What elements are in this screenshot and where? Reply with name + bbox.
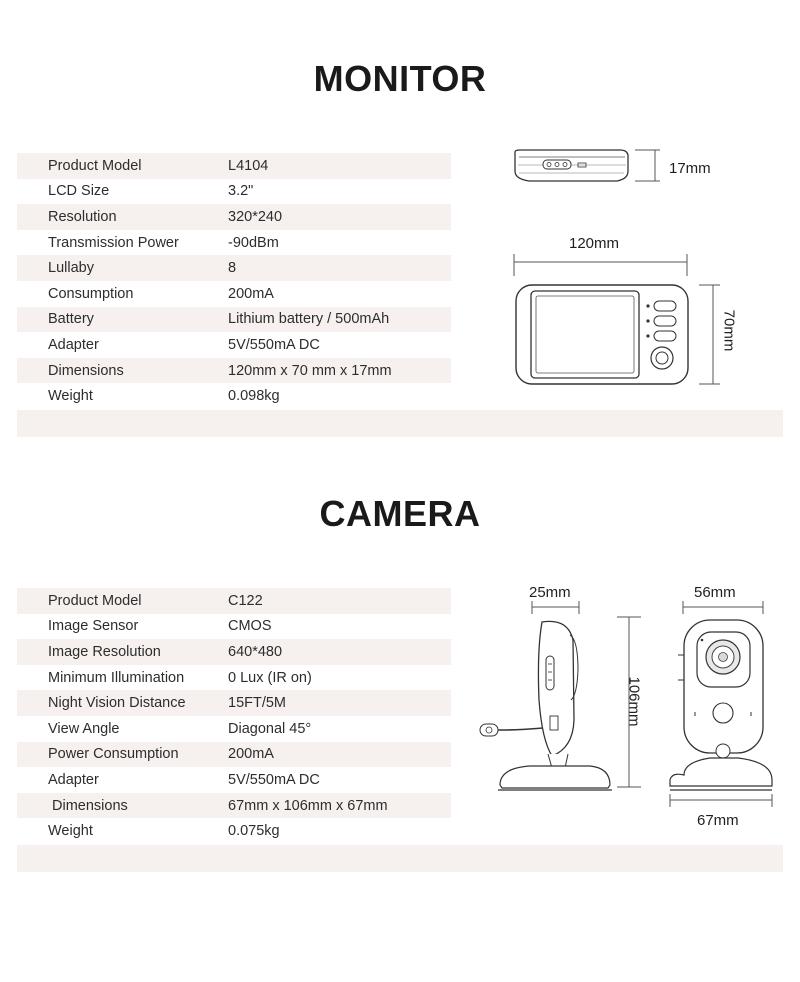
spec-label: View Angle <box>48 720 120 737</box>
spec-value: 0.075kg <box>228 823 280 840</box>
spec-label: Image Resolution <box>48 643 161 660</box>
monitor-front-view-drawing <box>505 250 720 395</box>
monitor-thickness-label: 17mm <box>669 160 711 177</box>
table-row <box>17 793 451 819</box>
table-row <box>17 332 451 358</box>
camera-title: CAMERA <box>319 493 481 534</box>
spec-value: 3.2" <box>228 183 254 200</box>
table-row <box>17 588 451 614</box>
spec-label: Power Consumption <box>48 746 179 763</box>
table-row <box>17 614 451 640</box>
spec-value: 15FT/5M <box>228 695 287 712</box>
table-row <box>17 281 451 307</box>
spec-label: Minimum Illumination <box>48 669 185 686</box>
spec-label: Product Model <box>48 592 142 609</box>
spec-value: 320*240 <box>228 208 283 225</box>
table-row <box>17 307 451 333</box>
table-row <box>17 255 451 281</box>
spec-label: Battery <box>48 311 94 328</box>
spec-value: 640*480 <box>228 643 283 660</box>
table-row <box>17 742 451 768</box>
spec-value: 5V/550mA DC <box>228 336 320 353</box>
monitor-footer-band <box>17 410 783 437</box>
monitor-spec-table <box>17 153 451 409</box>
spec-label: Adapter <box>48 771 99 788</box>
spec-value: 5V/550mA DC <box>228 771 320 788</box>
table-row <box>17 230 451 256</box>
spec-value: CMOS <box>228 618 272 635</box>
table-row <box>17 639 451 665</box>
camera-depth-label: 25mm <box>529 584 571 601</box>
spec-label: Night Vision Distance <box>48 695 186 712</box>
table-row <box>17 767 451 793</box>
spec-label: Consumption <box>48 285 134 302</box>
table-row <box>17 204 451 230</box>
camera-width-label: 56mm <box>694 584 736 601</box>
monitor-title: MONITOR <box>313 58 487 99</box>
spec-label: LCD Size <box>48 183 110 200</box>
spec-value: 8 <box>228 260 237 277</box>
spec-value: 200mA <box>228 285 274 302</box>
spec-value: -90dBm <box>228 234 279 251</box>
table-row <box>17 818 451 844</box>
spec-value: 120mm x 70 mm x 17mm <box>228 362 392 379</box>
spec-value: 200mA <box>228 746 274 763</box>
spec-value: 0.098kg <box>228 388 280 405</box>
spec-label: Product Model <box>48 157 142 174</box>
table-row <box>17 716 451 742</box>
spec-value: C122 <box>228 592 263 609</box>
spec-value: L4104 <box>228 157 269 174</box>
spec-label: Dimensions <box>48 797 128 814</box>
spec-value: 0 Lux (IR on) <box>228 669 312 686</box>
table-row <box>17 665 451 691</box>
camera-front-view-drawing <box>660 600 790 815</box>
camera-spec-table <box>17 588 451 844</box>
spec-value: 67mm x 106mm x 67mm <box>228 797 388 814</box>
spec-label: Weight <box>48 823 93 840</box>
spec-label: Resolution <box>48 208 117 225</box>
spec-label: Lullaby <box>48 260 94 277</box>
camera-base-width-label: 67mm <box>697 812 739 829</box>
spec-label: Transmission Power <box>48 234 179 251</box>
table-row <box>17 153 451 179</box>
camera-footer-band <box>17 845 783 872</box>
spec-label: Dimensions <box>48 362 124 379</box>
spec-label: Adapter <box>48 336 99 353</box>
table-row <box>17 179 451 205</box>
camera-height-label: 106mm <box>625 676 643 727</box>
monitor-top-view-drawing <box>505 145 675 190</box>
table-row <box>17 383 451 409</box>
spec-label: Image Sensor <box>48 618 139 635</box>
monitor-height-label: 70mm <box>720 309 738 352</box>
spec-value: Lithium battery / 500mAh <box>228 311 390 328</box>
table-row <box>17 690 451 716</box>
monitor-width-label: 120mm <box>569 235 620 252</box>
spec-label: Weight <box>48 388 93 405</box>
table-row <box>17 358 451 384</box>
spec-value: Diagonal 45° <box>228 720 312 737</box>
